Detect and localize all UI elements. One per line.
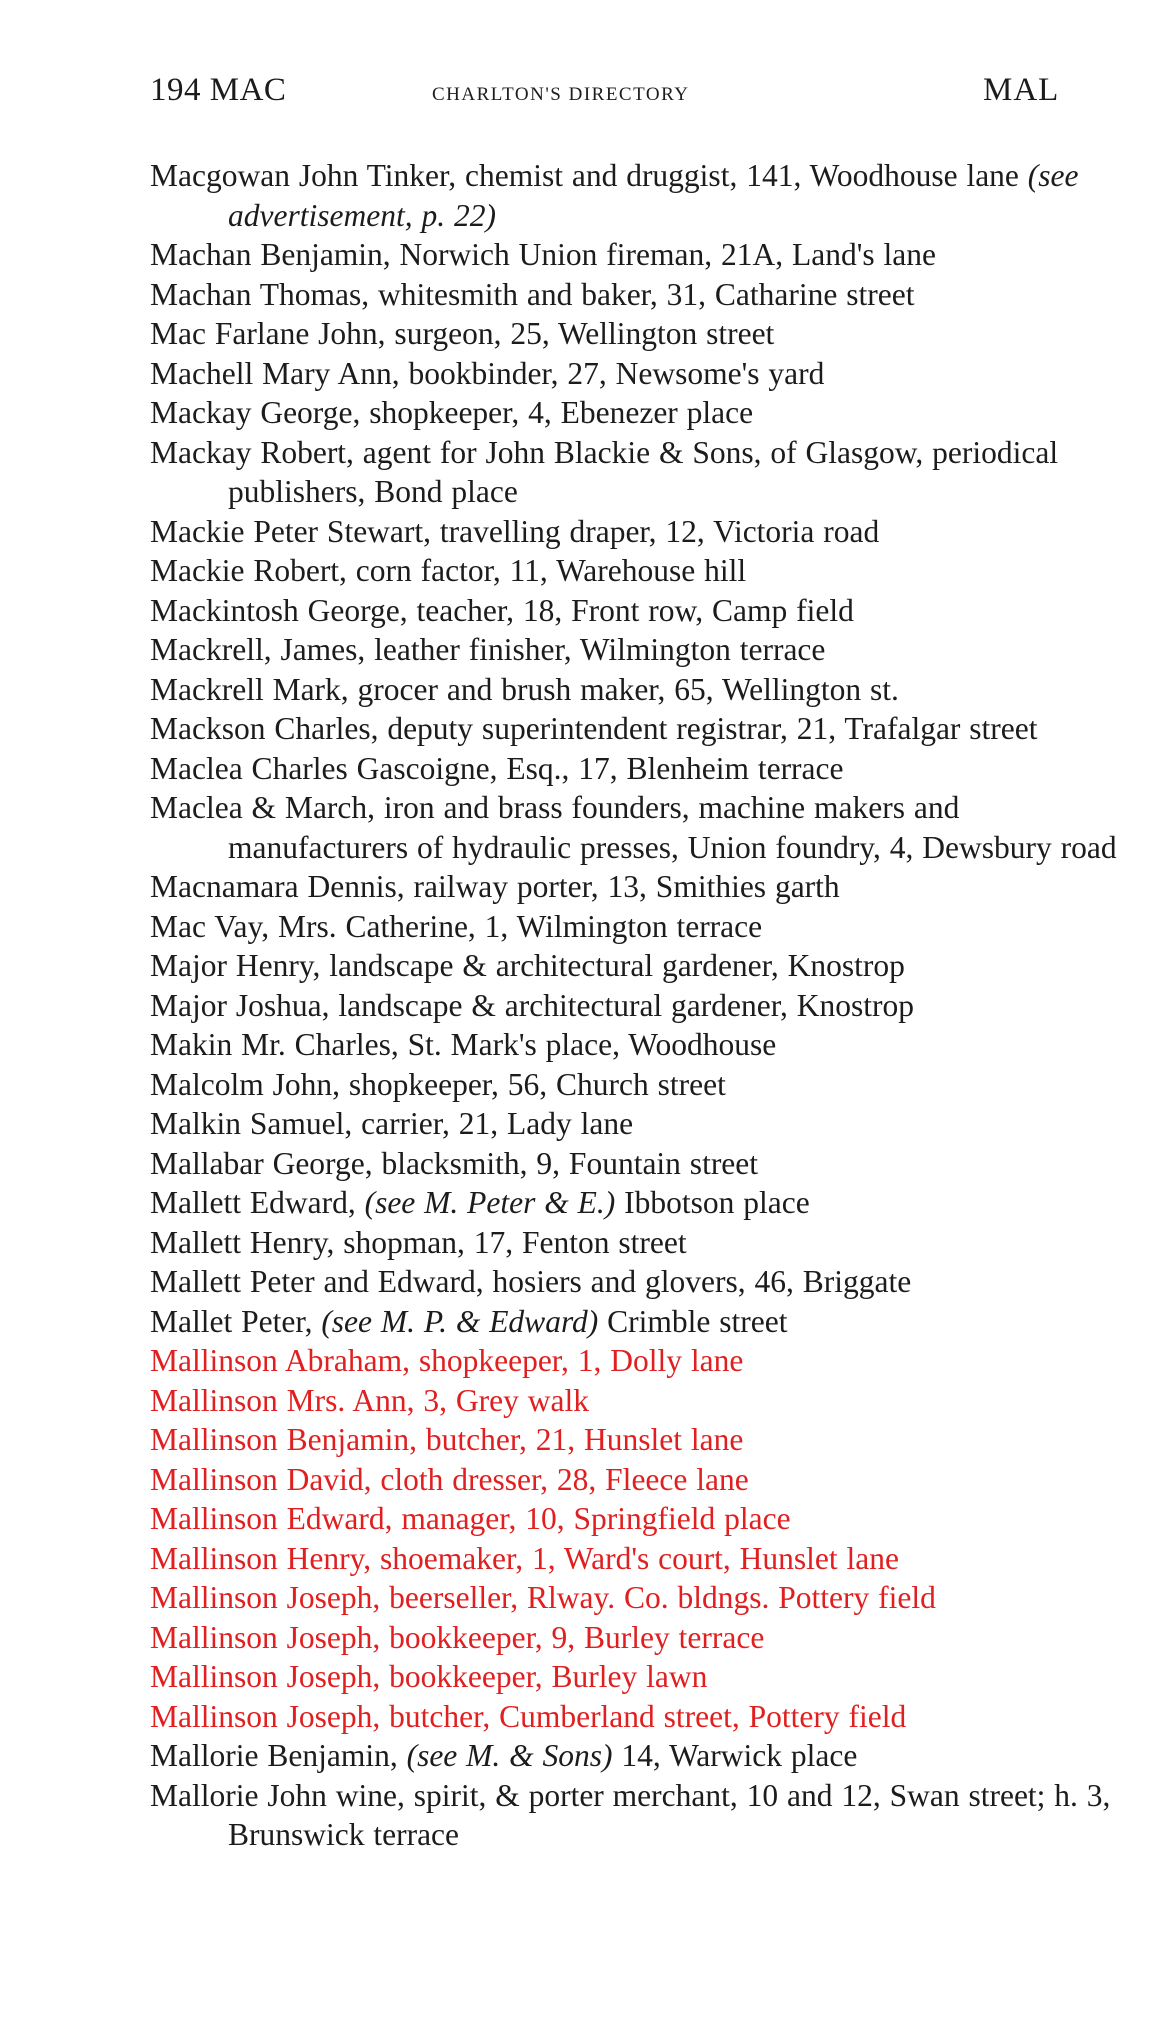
entry-text: Mallett Henry, shopman, 17, Fenton street — [150, 1224, 687, 1260]
range-label: MAL — [983, 72, 1060, 108]
directory-entry — [150, 314, 1146, 354]
entry-text: Mallinson Henry, shoemaker, 1, Ward's court, Hunslet lane — [150, 1540, 899, 1576]
entry-text: Mallinson Joseph, bookkeeper, Burley lawn — [150, 1659, 708, 1694]
entry-text: Machell Mary Ann, bookbinder, 27, Newsome's yard — [150, 355, 825, 391]
entry-cross-reference: (see M. Peter & E.) — [364, 1185, 616, 1220]
entry-text: Mackay Robert, agent for John Blackie & Sons, of Glasgow, periodical publishers, Bond place — [150, 434, 1059, 509]
entry-text: Mackintosh George, teacher, 18, Front row, Camp field — [150, 592, 854, 628]
running-title: CHARLTON'S DIRECTORY — [432, 84, 690, 105]
highlighted-entry — [150, 1499, 1146, 1539]
directory-page — [150, 72, 1150, 1852]
entry-cross-reference: (see M. P. & Edward) — [321, 1303, 599, 1339]
entry-list — [150, 156, 1146, 1855]
directory-entry — [150, 749, 1146, 789]
entry-cross-reference: (see M. & Sons) — [406, 1738, 613, 1773]
page-header — [150, 72, 1150, 128]
entry-text: Mallinson Benjamin, butcher, 21, Hunslet lane — [150, 1422, 744, 1457]
highlighted-entry — [150, 1341, 1146, 1381]
entry-text: Major Joshua, landscape & architectural gardener, Knostrop — [150, 987, 914, 1023]
entry-text: Macgowan John Tinker, chemist and druggist, 141, Woodhouse lane — [150, 158, 1019, 193]
directory-entry — [150, 1776, 1146, 1855]
entry-text: Mallett Edward, — [150, 1185, 356, 1220]
entry-text: Maclea Charles Gascoigne, Esq., 17, Blenheim terrace — [150, 750, 844, 786]
directory-entry — [150, 1736, 1146, 1776]
highlighted-entry — [150, 1460, 1146, 1500]
entry-text: Mackie Peter Stewart, travelling draper, 12, Victoria road — [150, 513, 880, 549]
directory-entry — [150, 1302, 1146, 1342]
highlighted-entry — [150, 1539, 1146, 1579]
directory-entry — [150, 235, 1146, 275]
entry-text: Mackie Robert, corn factor, 11, Warehouse hill — [150, 553, 747, 588]
entry-text: Mallinson Edward, manager, 10, Springfield place — [150, 1501, 791, 1536]
directory-entry — [150, 670, 1146, 710]
entry-text: Mackrell, James, leather finisher, Wilmington terrace — [150, 632, 826, 667]
directory-entry — [150, 591, 1146, 631]
directory-entry — [150, 275, 1146, 315]
directory-entry — [150, 393, 1146, 433]
entry-text: Malcolm John, shopkeeper, 56, Church street — [150, 1066, 726, 1102]
directory-entry — [150, 1144, 1146, 1184]
directory-entry — [150, 709, 1146, 749]
entry-text: Major Henry, landscape & architectural gardener, Knostrop — [150, 948, 905, 983]
directory-entry — [150, 1104, 1146, 1144]
directory-entry — [150, 1025, 1146, 1065]
entry-text: Mac Vay, Mrs. Catherine, 1, Wilmington terrace — [150, 908, 763, 944]
directory-entry — [150, 1223, 1146, 1263]
entry-text: Mallinson Joseph, beerseller, Rlway. Co. bldngs. Pottery field — [150, 1580, 936, 1615]
highlighted-entry — [150, 1697, 1146, 1737]
entry-text: Machan Thomas, whitesmith and baker, 31, Catharine street — [150, 276, 915, 312]
entry-address: 14, Warwick place — [621, 1738, 858, 1773]
directory-entry — [150, 551, 1146, 591]
directory-entry — [150, 156, 1146, 235]
entry-text: Mackson Charles, deputy superintendent registrar, 21, Trafalgar street — [150, 711, 1038, 746]
highlighted-entry — [150, 1381, 1146, 1421]
directory-entry — [150, 946, 1146, 986]
entry-text: Mallinson David, cloth dresser, 28, Fleece lane — [150, 1461, 749, 1497]
highlighted-entry — [150, 1657, 1146, 1697]
entry-text: Mackay George, shopkeeper, 4, Ebenezer place — [150, 395, 754, 430]
entry-text: Mallet Peter, — [150, 1303, 313, 1339]
directory-entry — [150, 630, 1146, 670]
entry-text: Mackrell Mark, grocer and brush maker, 65, Wellington st. — [150, 671, 899, 707]
entry-text: Maclea & March, iron and brass founders, machine makers and manufacturers of hydraulic presses, Union foundry, 4, Dewsbury road — [150, 790, 1117, 865]
directory-entry — [150, 788, 1146, 867]
directory-entry — [150, 986, 1146, 1026]
directory-entry — [150, 1262, 1146, 1302]
entry-text: Mallett Peter and Edward, hosiers and glovers, 46, Briggate — [150, 1264, 912, 1299]
directory-entry — [150, 1183, 1146, 1223]
entry-text: Mallorie Benjamin, — [150, 1738, 398, 1773]
entry-text: Mallabar George, blacksmith, 9, Fountain street — [150, 1145, 759, 1181]
entry-text: Malkin Samuel, carrier, 21, Lady lane — [150, 1106, 634, 1141]
directory-entry — [150, 1065, 1146, 1105]
directory-entry — [150, 907, 1146, 947]
entry-text: Macnamara Dennis, railway porter, 13, Smithies garth — [150, 869, 840, 904]
directory-entry — [150, 512, 1146, 552]
entry-address: Crimble street — [607, 1303, 788, 1339]
page-number-label: 194 MAC — [150, 72, 287, 108]
entry-cross-reference: (see advertisement, p. 22) — [228, 158, 1079, 233]
entry-address: Ibbotson place — [624, 1185, 810, 1220]
entry-text: Makin Mr. Charles, St. Mark's place, Woodhouse — [150, 1027, 777, 1062]
entry-text: Machan Benjamin, Norwich Union fireman, 21A, Land's lane — [150, 237, 936, 272]
entry-text: Mallinson Abraham, shopkeeper, 1, Dolly lane — [150, 1343, 744, 1378]
directory-entry — [150, 354, 1146, 394]
entry-text: Mallorie John wine, spirit, & porter merchant, 10 and 12, Swan street; h. 3, Brunswick terrace — [150, 1777, 1111, 1852]
directory-entry — [150, 433, 1146, 512]
entry-text: Mallinson Joseph, butcher, Cumberland street, Pottery field — [150, 1698, 907, 1734]
highlighted-entry — [150, 1420, 1146, 1460]
entry-text: Mac Farlane John, surgeon, 25, Wellington street — [150, 316, 775, 351]
directory-entry — [150, 867, 1146, 907]
entry-text: Mallinson Joseph, bookkeeper, 9, Burley terrace — [150, 1619, 765, 1655]
highlighted-entry — [150, 1618, 1146, 1658]
highlighted-entry — [150, 1578, 1146, 1618]
entry-text: Mallinson Mrs. Ann, 3, Grey walk — [150, 1382, 589, 1418]
